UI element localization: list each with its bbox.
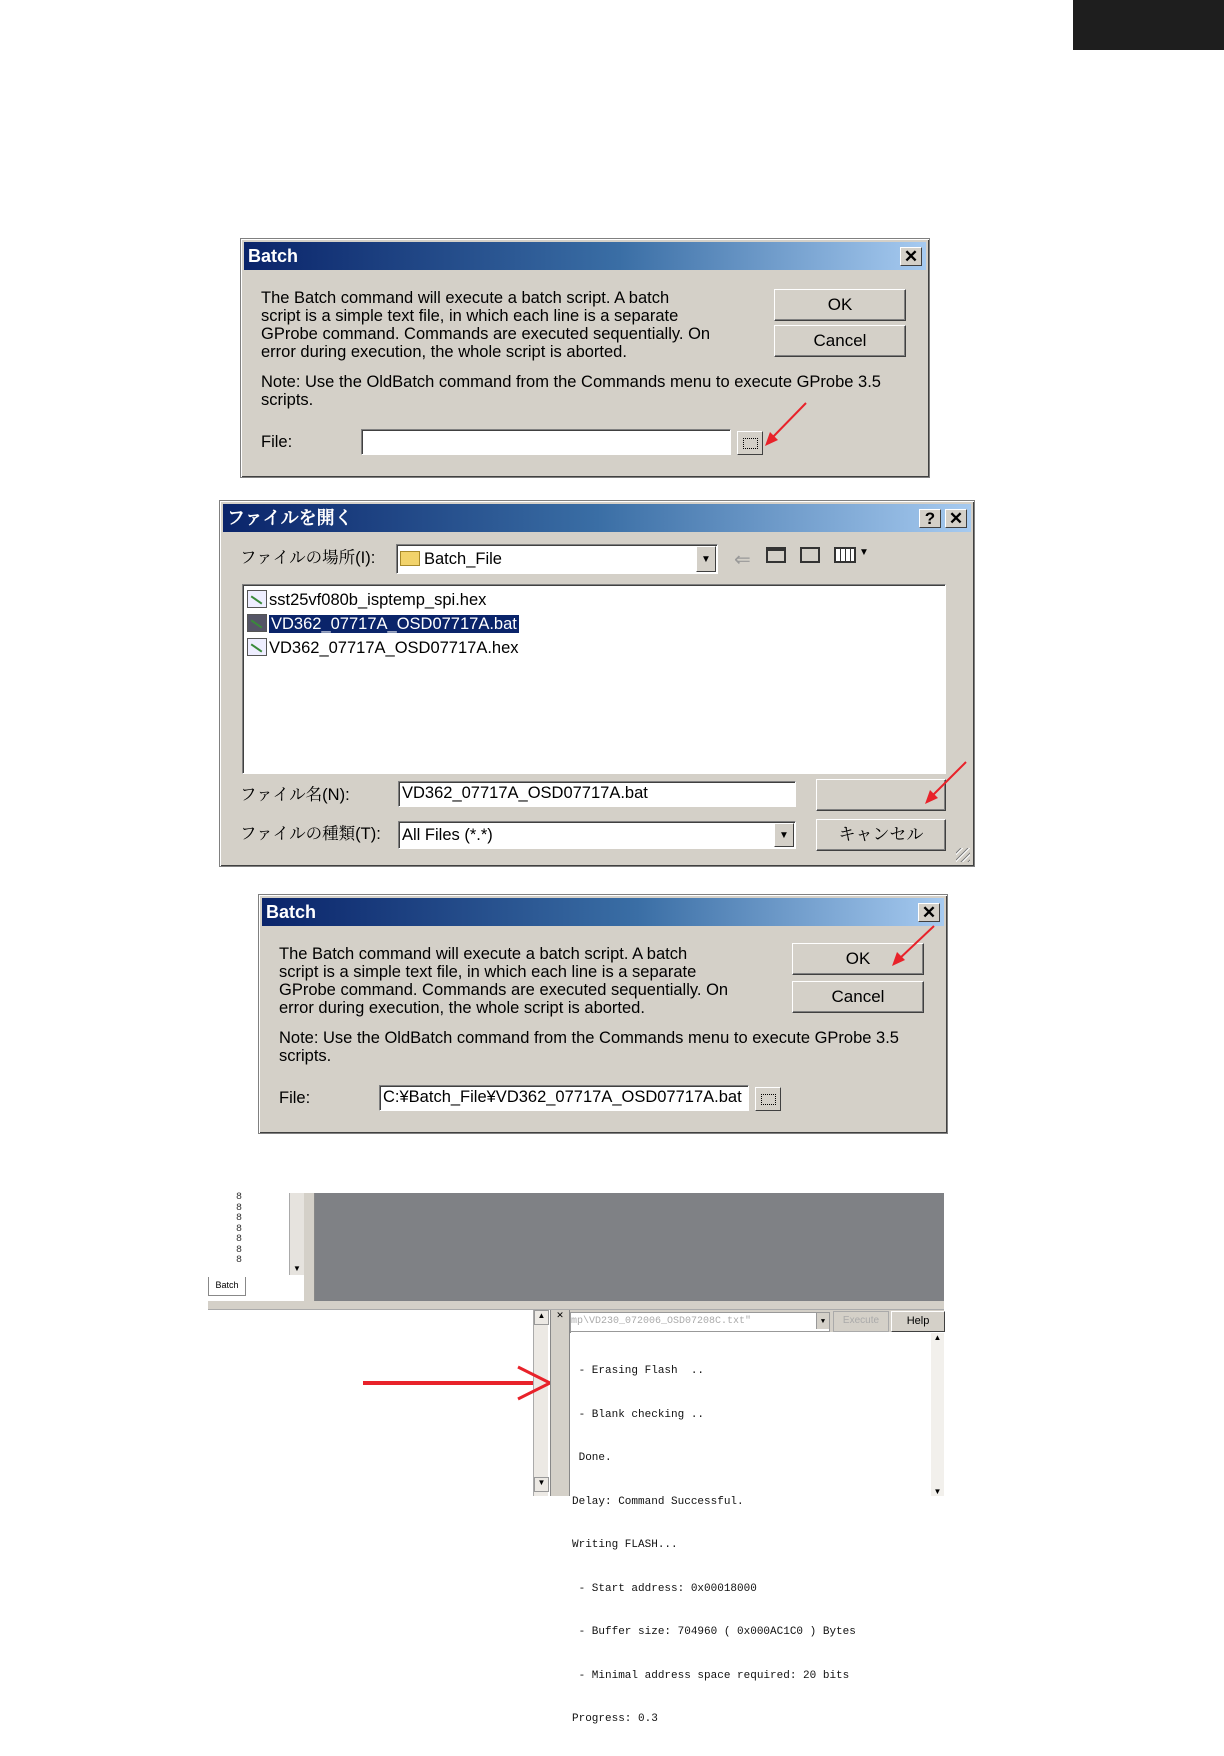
browse-button[interactable] [755, 1087, 781, 1111]
file-name: VD362_07717A_OSD07717A.bat [271, 615, 517, 633]
description-line: error during execution, the whole script is aborted. [279, 999, 645, 1017]
annotation-arrow [760, 398, 820, 458]
description-line: script is a simple text file, in which each line is a separate [261, 307, 679, 325]
horizontal-divider [208, 1301, 944, 1310]
list-value: 8 [236, 1213, 243, 1224]
list-item[interactable] [247, 637, 519, 659]
dialog-title: Batch [248, 246, 299, 266]
log-line: Done. [572, 1452, 612, 1464]
list-value: 8 [236, 1202, 243, 1214]
log-line: - Start address: 0x00018000 [572, 1582, 757, 1595]
note-line: scripts. [261, 391, 314, 409]
file-label: File: [279, 1089, 311, 1107]
list-item-selected[interactable] [247, 613, 519, 635]
file-input[interactable] [361, 429, 731, 455]
log-line: - Erasing Flash .. [572, 1365, 705, 1377]
command-combo[interactable] [570, 1312, 830, 1332]
help-button[interactable]: ? [919, 509, 941, 528]
log-line: - Buffer size: 704960 ( 0x000AC1C0 ) Bytes [572, 1626, 856, 1638]
description-line: error during execution, the whole script is aborted. [261, 343, 627, 361]
description-text [261, 289, 761, 361]
scrollbar[interactable] [931, 1333, 944, 1496]
view-menu-icon[interactable] [834, 547, 856, 563]
dialog-title: ファイルを開く [227, 508, 353, 528]
list-value: 8 [236, 1223, 243, 1235]
log-line: Writing FLASH... [572, 1539, 678, 1551]
cancel-button[interactable]: Cancel [792, 981, 924, 1013]
log-line: Delay: Command Successful. [572, 1495, 744, 1508]
scroll-up-icon[interactable]: ▲ [534, 1310, 549, 1325]
close-button[interactable]: ✕ [918, 903, 940, 922]
filename-label: ファイル名(N): [240, 786, 350, 804]
browse-icon [743, 438, 758, 449]
note-text [279, 1029, 939, 1065]
filetype-dropdown[interactable] [398, 821, 796, 849]
up-folder-icon[interactable] [766, 547, 786, 563]
close-button[interactable]: ✕ [945, 509, 967, 528]
batch-dialog-filled [258, 894, 948, 1134]
list-item[interactable] [247, 589, 486, 611]
back-icon[interactable]: ⇐ [734, 549, 751, 571]
annotation-arrow [358, 1363, 558, 1403]
list-value: 8 [236, 1255, 243, 1266]
cancel-button[interactable]: キャンセル [816, 819, 946, 851]
dialog-titlebar[interactable] [244, 242, 926, 270]
dialog-titlebar[interactable] [262, 898, 944, 926]
log-line: - Minimal address space required: 20 bits [572, 1669, 850, 1682]
log-line: - Blank checking .. [572, 1408, 705, 1421]
location-value: Batch_File [424, 550, 502, 568]
scroll-down-icon[interactable]: ▼ [293, 1264, 301, 1273]
console-toolbar [570, 1310, 944, 1332]
bottom-left-pane [208, 1310, 548, 1496]
close-button[interactable]: ✕ [900, 247, 922, 266]
close-icon[interactable]: ✕ [556, 1310, 564, 1320]
ok-button[interactable]: OK [774, 289, 906, 321]
dialog-titlebar[interactable] [223, 504, 971, 532]
resize-grip-icon[interactable] [956, 848, 970, 862]
file-name: sst25vf080b_isptemp_spi.hex [269, 591, 487, 609]
filename-input[interactable]: VD362_07717A_OSD07717A.bat [398, 781, 796, 807]
hex-file-icon [247, 638, 267, 656]
note-line: Note: Use the OldBatch command from the Commands menu to execute GProbe 3.5 [279, 1029, 899, 1047]
batch-dialog-empty [240, 238, 930, 478]
scroll-up-icon[interactable]: ▲ [933, 1333, 942, 1342]
description-line: GProbe command. Commands are executed sequentially. On [279, 981, 729, 999]
annotation-arrow [920, 758, 980, 808]
ok-button[interactable]: OK [792, 943, 924, 975]
description-line: The Batch command will execute a batch script. A batch [279, 945, 688, 963]
command-combo-value: mp\VD230_072006_OSD07208C.txt" [571, 1316, 752, 1327]
view-chevron-icon[interactable]: ▼ [859, 547, 869, 558]
left-list-values [236, 1193, 242, 1267]
browse-icon [761, 1094, 776, 1105]
scrollbar[interactable] [289, 1193, 304, 1275]
help-button[interactable]: Help [891, 1311, 945, 1332]
filetype-label: ファイルの種類(T): [240, 825, 381, 843]
file-open-dialog [219, 500, 975, 867]
panel-divider [304, 1193, 315, 1301]
list-value: 8 [236, 1234, 243, 1245]
note-line: Note: Use the OldBatch command from the Commands menu to execute GProbe 3.5 [261, 373, 881, 391]
batch-tab-label: Batch [215, 1280, 239, 1290]
description-line: The Batch command will execute a batch script. A batch [261, 289, 670, 307]
left-list-panel [208, 1193, 305, 1275]
file-label: File: [261, 433, 293, 451]
chevron-down-icon[interactable]: ▼ [696, 546, 716, 572]
description-line: script is a simple text file, in which each line is a separate [279, 963, 697, 981]
bat-file-icon [247, 614, 267, 632]
description-line: GProbe command. Commands are executed sequentially. On [261, 325, 711, 343]
new-folder-icon[interactable] [800, 547, 820, 563]
file-name: VD362_07717A_OSD07717A.hex [269, 639, 519, 657]
cancel-button[interactable]: Cancel [774, 325, 906, 357]
workspace-area [315, 1193, 944, 1301]
scrollbar[interactable] [533, 1310, 548, 1496]
hex-file-icon [247, 590, 267, 608]
description-text [279, 945, 779, 1017]
chevron-down-icon[interactable]: ▼ [774, 823, 794, 847]
scroll-down-icon[interactable]: ▼ [933, 1487, 942, 1496]
folder-icon [400, 551, 420, 566]
log-line: Progress: 0.3 [572, 1713, 658, 1725]
location-dropdown[interactable] [396, 544, 718, 574]
note-text [261, 373, 921, 409]
list-value: 8 [236, 1192, 243, 1203]
file-list[interactable] [242, 584, 946, 774]
pane-splitter[interactable] [550, 1310, 571, 1496]
location-label: ファイルの場所(I): [240, 549, 376, 567]
dialog-title: Batch [266, 902, 317, 922]
note-line: scripts. [279, 1047, 332, 1065]
list-value: 8 [236, 1244, 243, 1256]
scroll-down-icon[interactable]: ▼ [534, 1477, 549, 1492]
log-text [572, 1335, 856, 1756]
batch-tab[interactable] [208, 1277, 246, 1296]
console-output[interactable] [570, 1333, 944, 1725]
file-input[interactable]: C:¥Batch_File¥VD362_07717A_OSD07717A.bat [379, 1085, 749, 1111]
execute-button[interactable]: Execute [833, 1311, 889, 1332]
corner-tab [1073, 0, 1224, 50]
annotation-arrow [886, 922, 946, 972]
filetype-value: All Files (*.*) [402, 826, 493, 844]
app-window-capture [208, 1192, 944, 1725]
chevron-down-icon[interactable]: ▼ [816, 1313, 829, 1329]
